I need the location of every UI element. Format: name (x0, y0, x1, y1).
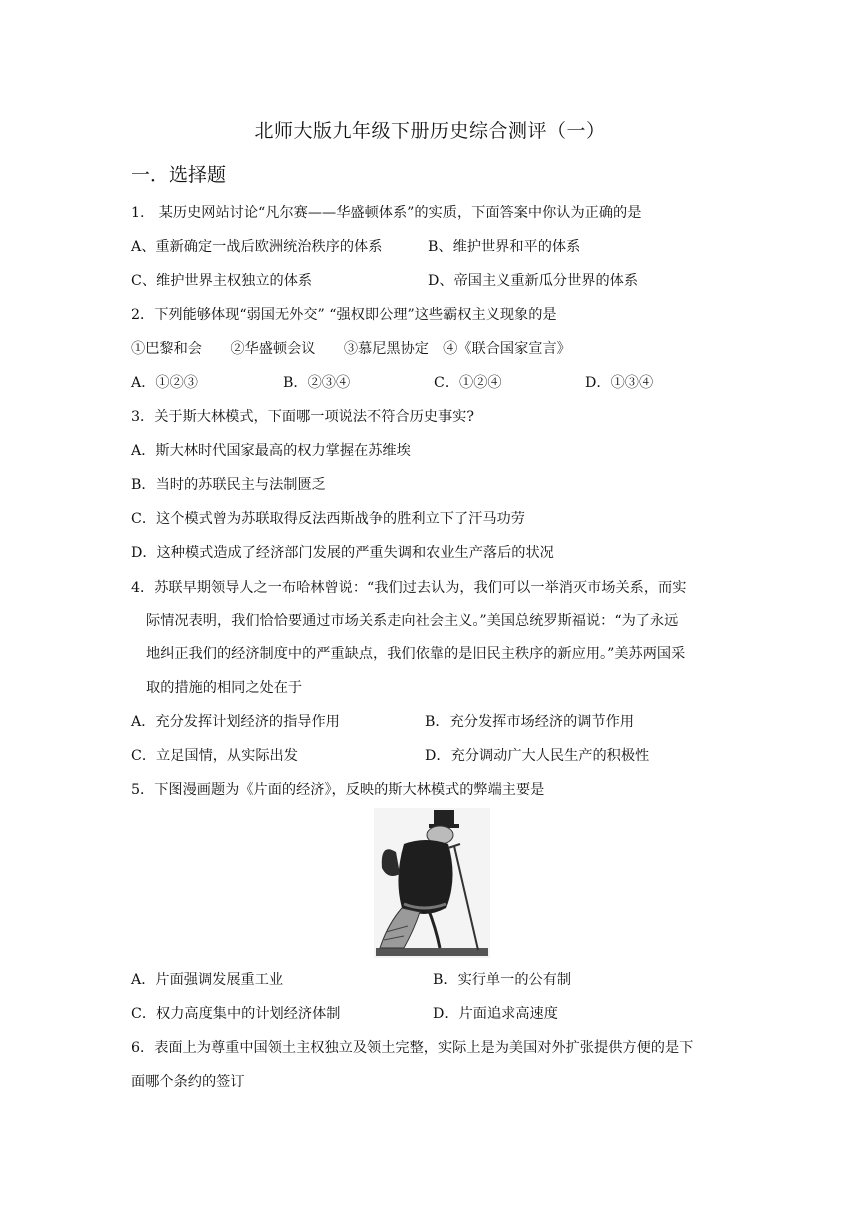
question-5-option-b: B．实行单一的公有制 (433, 972, 572, 988)
question-3-option-b: B．当时的苏联民主与法制匮乏 (131, 477, 326, 493)
question-1-option-a: A、重新确定一战后欧洲统治秩序的体系 (131, 239, 383, 255)
question-3-option-c: C．这个模式曾为苏联取得反法西斯战争的胜利立下了汗马功劳 (131, 511, 525, 527)
question-3-option-a: A．斯大林时代国家最高的权力掌握在苏维埃 (131, 443, 411, 459)
question-2-option-d: D．①③④ (585, 375, 654, 391)
question-5-option-a: A．片面强调发展重工业 (131, 972, 284, 988)
question-1-stem: 1. 某历史网站讨论“凡尔赛——华盛顿体系”的实质，下面答案中你认为正确的是 (131, 205, 642, 221)
question-6-stem-line-1: 6．表面上为尊重中国领土主权独立及领土完整，实际上是为美国对外扩张提供方便的是下 (131, 1040, 694, 1056)
question-1-option-c: C、维护世界主权独立的体系 (131, 273, 313, 289)
question-5-stem: 5．下图漫画题为《片面的经济》，反映的斯大林模式的弊端主要是 (131, 782, 545, 798)
question-4-stem-line-4: 取的措施的相同之处在于 (146, 680, 303, 696)
question-4-stem-line-2: 际情况表明，我们恰恰要通过市场关系走向社会主义。”美国总统罗斯福说：“为了永远 (146, 613, 679, 629)
question-4-option-c: C．立足国情，从实际出发 (131, 748, 298, 764)
question-3-option-d: D．这种模式造成了经济部门发展的严重失调和农业生产落后的状况 (131, 545, 554, 561)
question-2-items: ①巴黎和会 ②华盛顿会议 ③慕尼黑协定 ④《联合国家宣言》 (131, 341, 571, 357)
question-3-stem: 3．关于斯大林模式，下面哪一项说法不符合历史事实? (131, 409, 474, 425)
question-4-option-d: D．充分调动广大人民生产的积极性 (425, 748, 650, 764)
question-6-stem-line-2: 面哪个条约的签订 (131, 1074, 245, 1090)
question-2-option-b: B．②③④ (283, 375, 351, 391)
question-1-option-d: D、帝国主义重新瓜分世界的体系 (428, 273, 639, 289)
page-title: 北师大版九年级下册历史综合测评（一） (254, 120, 606, 142)
question-4-option-b: B．充分发挥市场经济的调节作用 (425, 714, 635, 730)
question-4-stem-line-3: 地纠正我们的经济制度中的严重缺点，我们依靠的是旧民主秩序的新应用。”美苏两国采 (146, 646, 686, 662)
question-1-option-b: B、维护世界和平的体系 (428, 239, 581, 255)
question-4-stem-line-1: 4．苏联早期领导人之一布哈林曾说：“我们过去认为，我们可以一举消灭市场关系，而实 (131, 580, 687, 596)
question-5-option-d: D．片面追求高速度 (433, 1006, 558, 1022)
question-5-option-c: C．权力高度集中的计划经济体制 (131, 1006, 341, 1022)
question-2-option-c: C．①②④ (434, 375, 502, 391)
question-2-stem: 2．下列能够体现“弱国无外交” “强权即公理”这些霸权主义现象的是 (131, 307, 557, 323)
cartoon-image (374, 808, 490, 958)
question-2-option-a: A．①②③ (131, 375, 198, 391)
question-4-option-a: A．充分发挥计划经济的指导作用 (131, 714, 340, 730)
section-heading: 一．选择题 (131, 164, 227, 186)
